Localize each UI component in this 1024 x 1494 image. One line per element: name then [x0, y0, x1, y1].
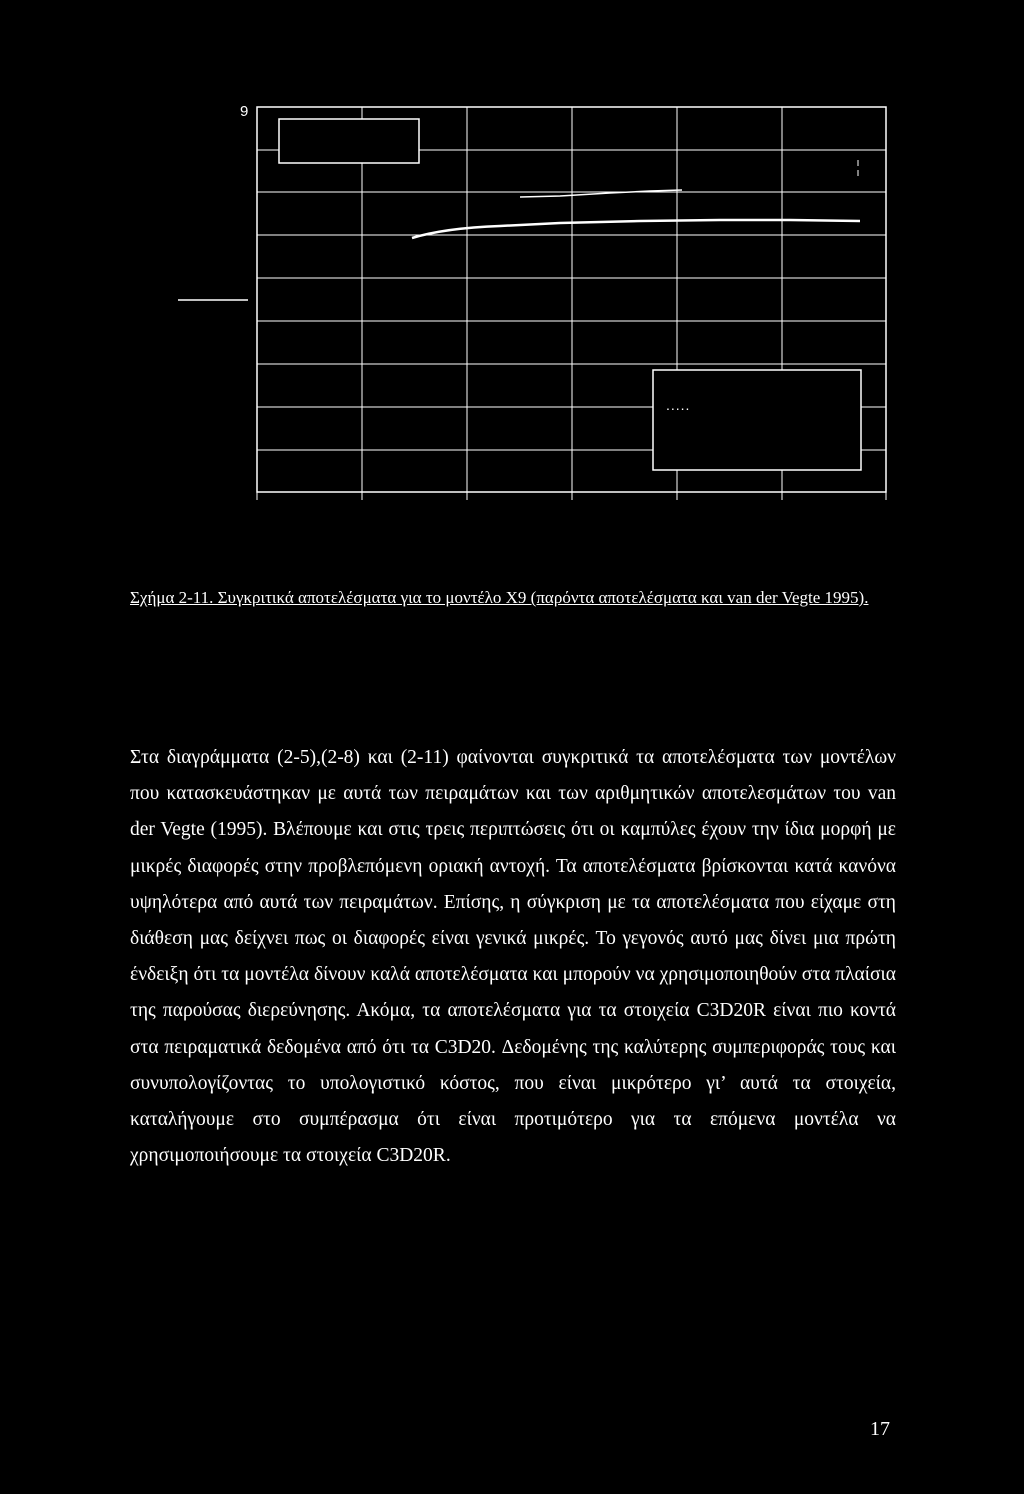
legend-dotted-sample: ..... [666, 397, 691, 413]
legend-box-bottom [653, 370, 861, 470]
page-number: 17 [870, 1418, 890, 1440]
figure-caption: Σχήμα 2-11. Συγκριτικά αποτελέσματα για το μοντέλο Χ9 (παρόντα αποτελέσματα και van der Vegte 1995). [130, 588, 869, 607]
y-axis-tick-label: 9 [240, 103, 249, 120]
curve-upper [520, 190, 682, 197]
x-axis-ticks [257, 492, 886, 500]
legend-box-top [279, 119, 419, 163]
comparison-chart [0, 0, 1024, 560]
body-paragraph: Στα διαγράμματα (2-5),(2-8) και (2-11) φαίνονται συγκριτικά τα αποτελέσματα των μοντέλων που κατασκευάστηκαν με αυτά των πειραμάτων και των αριθμητικών αποτελεσμάτων του van der Vegte (1995). Βλέπουμε και στις τρεις περιπτώσεις ότι οι καμπύλες έχουν την ίδια μορφή με μικρές διαφορές στην προβλεπόμενη οριακή αντοχή. Τα αποτελέσματα βρίσκονται κατά κανόνα υψηλότερα από αυτά των πειραμάτων. Επίσης, η σύγκριση με τα αποτελέσματα που είχαμε στη διάθεση μας δείχνει πως οι διαφορές είναι γενικά μικρές. Το γεγονός αυτό μας δίνει μια πρώτη ένδειξη ότι τα μοντέλα δίνουν καλά αποτελέσματα και μπορούν να χρησιμοποιηθούν στα πλαίσια της παρούσας διερεύνησης. Ακόμα, τα αποτελέσματα για τα στοιχεία C3D20R είναι πιο κοντά στα πειραματικά δεδομένα από ότι τα C3D20. Δεδομένης της καλύτερης συμπεριφοράς τους και συνυπολογίζοντας το υπολογιστικό κόστος, που είναι μικρότερο γι’ αυτά τα στοιχεία, καταλήγουμε στο συμπέρασμα ότι είναι προτιμότερο για τα επόμενα μοντέλα να χρησιμοποιήσουμε τα στοιχεία C3D20R. [130, 747, 896, 1167]
